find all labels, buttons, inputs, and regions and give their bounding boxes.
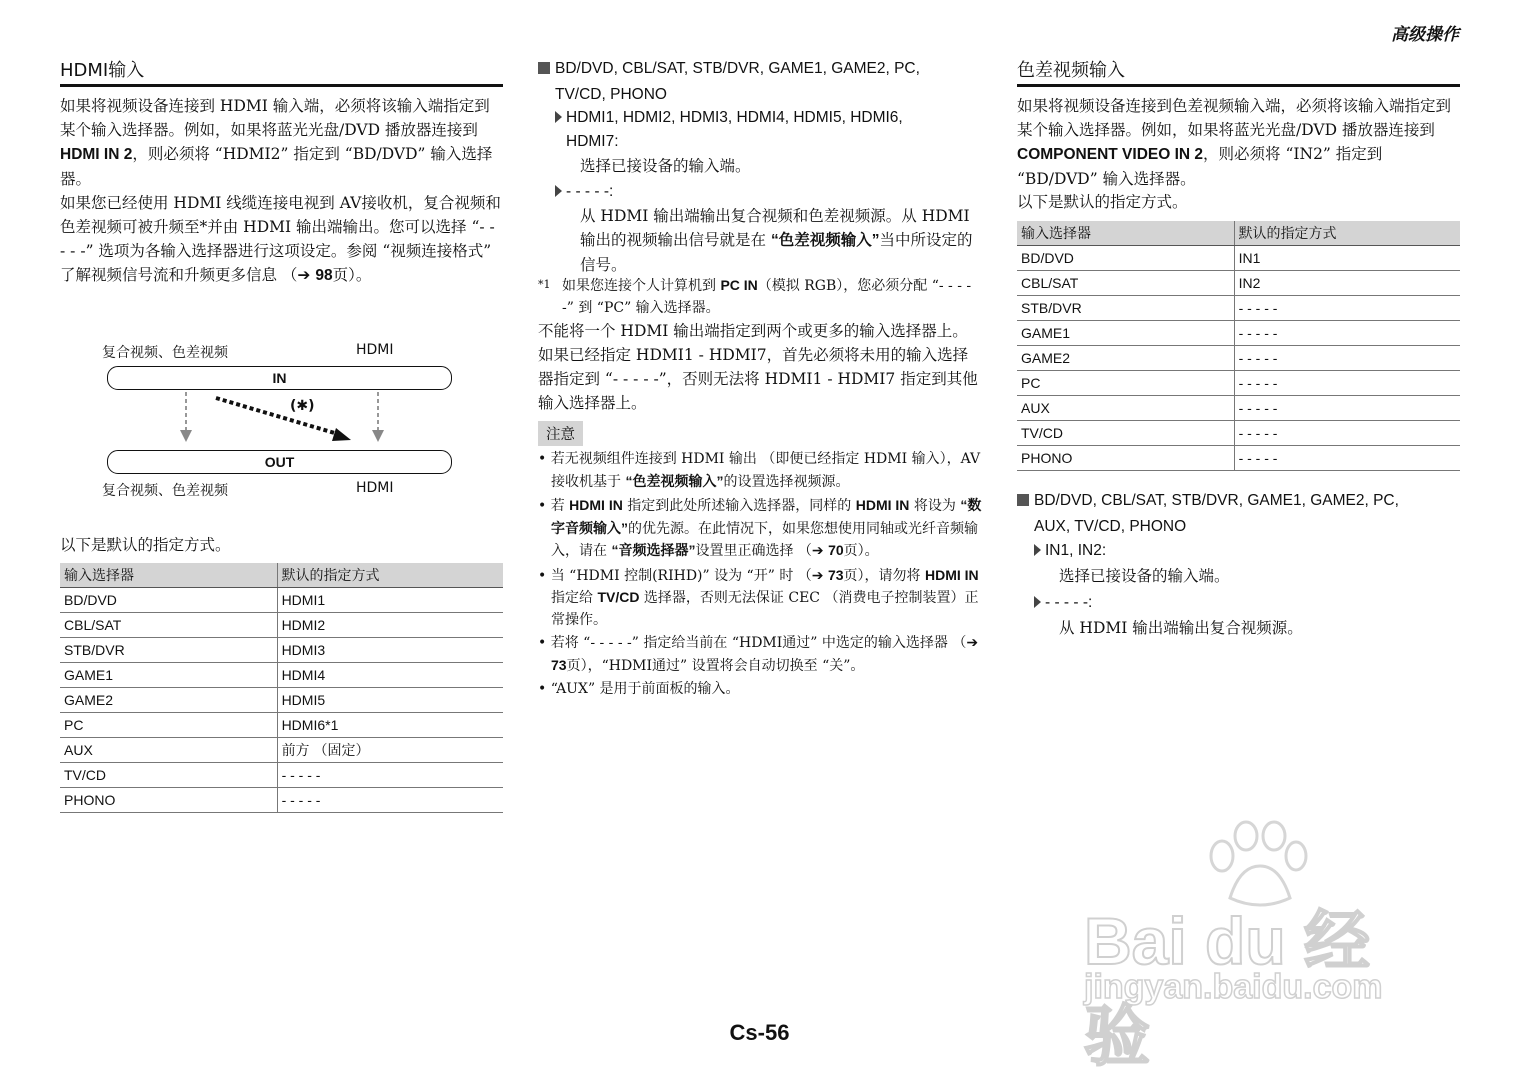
diagram-star-label: (✱) (290, 398, 315, 414)
triangle-bullet-icon (555, 185, 562, 197)
component-option-none: - - - - -: (1034, 591, 1092, 615)
table-row: PC - - - - - (1017, 371, 1460, 396)
baidu-watermark (1080, 820, 1430, 1073)
table-row: BD/DVD IN1 (1017, 246, 1460, 271)
note-label: 注意 (538, 421, 583, 446)
diagram-bottom-left-label: 复合视频、色差视频 (102, 483, 228, 499)
component-option-in: IN1, IN2: (1034, 539, 1106, 563)
diagram-bottom-right-label: HDMI (356, 480, 394, 496)
arrow-down-icon (180, 430, 192, 442)
list-item: • 当 “HDMI 控制(RIHD)” 设为 “开” 时 （➔ 73页），请勿将 HDMI IN 指定给 TV/CD 选择器，否则无法保证 CEC （消费电子控制装置）正常操作。 (538, 566, 979, 628)
table-row: GAME1 - - - - - (1017, 321, 1460, 346)
notes-list (538, 449, 983, 703)
table-row: TV/CD - - - - - (60, 763, 503, 788)
diagram-top-left-label: 复合视频、色差视频 (102, 345, 228, 361)
table-header: 默认的指定方式 (277, 563, 503, 588)
component-option-in-desc: 选择已接设备的输入端。 (1059, 567, 1230, 585)
arrow-diagonal-icon (332, 428, 351, 441)
component-paragraph-1: 如果将视频设备连接到色差视频输入端，必须将该输入端指定到某个输入选择器。例如，如果将蓝光光盘/DVD 播放器连接到 COMPONENT VIDEO IN 2，则必须将 “IN2” 指定到 “BD/DVD” 输入选择器。 (1017, 97, 1452, 188)
component-default-intro: 以下是默认的指定方式。 (1017, 193, 1188, 211)
list-item: • 若 HDMI IN 指定到此处所述输入选择器，同样的 HDMI IN 将设为 “数字音频输入”的优先源。在此情况下，如果您想使用同轴或光纤音频输入，请在 “音频选择器”设置里正确选择 （➔ 70页）。 (538, 497, 982, 559)
triangle-bullet-icon (1034, 596, 1041, 608)
hdmi-paragraph-2: 如果您已经使用 HDMI 线缆连接电视到 AV接收机，复合视频和色差视频可被升频至*并由 HDMI 输出端输出。您可以选择 “- - - - -” 选项为各输入选择器进行这项设定。参阅 “视频连接格式” 了解视频信号流和升频更多信息 （➔ 98页）。 (60, 194, 501, 284)
component-default-table (1017, 221, 1460, 471)
page-number: Cs-56 (729, 1020, 790, 1045)
diagram-out-bar: OUT (107, 450, 452, 474)
table-row: GAME2 HDMI5 (60, 688, 503, 713)
option-none: - - - - -: (555, 180, 613, 204)
diagram-top-right-label: HDMI (356, 342, 394, 358)
square-bullet-icon (1017, 494, 1029, 506)
option-none-desc: 从 HDMI 输出端输出复合视频和色差视频源。从 HDMI 输出的视频输出信号就是在 “色差视频输入”当中所设定的信号。 (580, 207, 973, 274)
table-row: AUX - - - - - (1017, 396, 1460, 421)
table-header: 输入选择器 (60, 563, 277, 588)
assignment-paragraph: 不能将一个 HDMI 输出端指定到两个或更多的输入选择器上。如果已经指定 HDMI1 - HDMI7，首先必须将未用的输入选择器指定到 “- - - - -”，否则无法将 HDMI1 - HDMI7 指定到其他输入选择器上。 (538, 322, 978, 412)
list-item: • “AUX” 是用于前面板的输入。 (538, 681, 740, 697)
table-row: GAME2 - - - - - (1017, 346, 1460, 371)
component-section-title: 色差视频输入 (1017, 56, 1460, 87)
footnote: *1 如果您连接个人计算机到 PC IN（模拟 RGB），您必须分配 “- - - - -” 到 “PC” 输入选择器。 (538, 277, 972, 316)
hdmi-section-title: HDMI输入 (60, 56, 503, 87)
table-row: PC HDMI6*1 (60, 713, 503, 738)
running-head: 高级操作 (1391, 25, 1459, 45)
table-row: STB/DVR - - - - - (1017, 296, 1460, 321)
list-item: • 若将 “- - - - -” 指定给当前在 “HDMI通过” 中选定的输入选择器 （➔ 73页），“HDMI通过” 设置将会自动切换至 “关”。 (538, 635, 979, 674)
table-row: BD/DVD HDMI1 (60, 588, 503, 613)
table-row: STB/DVR HDMI3 (60, 638, 503, 663)
diagram-arrows (100, 388, 460, 452)
table-row: PHONO - - - - - (1017, 446, 1460, 471)
selector-list-heading: BD/DVD, CBL/SAT, STB/DVR, GAME1, GAME2, PC, TV/CD, PHONO (538, 56, 920, 108)
list-item: • 若无视频组件连接到 HDMI 输出 （即便已经指定 HDMI 输入），AV接收机基于 “色差视频输入”的设置选择视频源。 (538, 451, 981, 490)
component-selector-heading: BD/DVD, CBL/SAT, STB/DVR, GAME1, GAME2, PC, AUX, TV/CD, PHONO (1017, 488, 1399, 540)
hdmi-default-intro: 以下是默认的指定方式。 (60, 536, 231, 554)
watermark-brand: Bai du 经验 (1084, 904, 1371, 1073)
table-row: GAME1 HDMI4 (60, 663, 503, 688)
hdmi-default-table (60, 563, 503, 813)
table-row: AUX 前方 （固定） (60, 738, 503, 763)
option-hdmi-list: HDMI1, HDMI2, HDMI3, HDMI4, HDMI5, HDMI6, HDMI7: (555, 106, 903, 154)
diagram-in-bar: IN (107, 366, 452, 390)
square-bullet-icon (538, 62, 550, 74)
arrow-down-icon (372, 430, 384, 442)
option-hdmi-desc: 选择已接设备的输入端。 (580, 157, 751, 175)
table-row: TV/CD - - - - - (1017, 421, 1460, 446)
table-header: 默认的指定方式 (1234, 221, 1460, 246)
component-option-none-desc: 从 HDMI 输出端输出复合视频源。 (1059, 619, 1303, 637)
table-row: PHONO - - - - - (60, 788, 503, 813)
hdmi-paragraph-1: 如果将视频设备连接到 HDMI 输入端，必须将该输入端指定到某个输入选择器。例如，如果将蓝光光盘/DVD 播放器连接到 HDMI IN 2，则必须将 “HDMI2” 指定到 “BD/DVD” 输入选择器。 (60, 97, 493, 188)
triangle-bullet-icon (1034, 544, 1041, 556)
table-header: 输入选择器 (1017, 221, 1234, 246)
upscaling-diagram (100, 338, 460, 503)
table-row: CBL/SAT HDMI2 (60, 613, 503, 638)
watermark-url: jingyan.baidu.com (1084, 968, 1383, 1006)
table-row: CBL/SAT IN2 (1017, 271, 1460, 296)
triangle-bullet-icon (555, 111, 562, 123)
